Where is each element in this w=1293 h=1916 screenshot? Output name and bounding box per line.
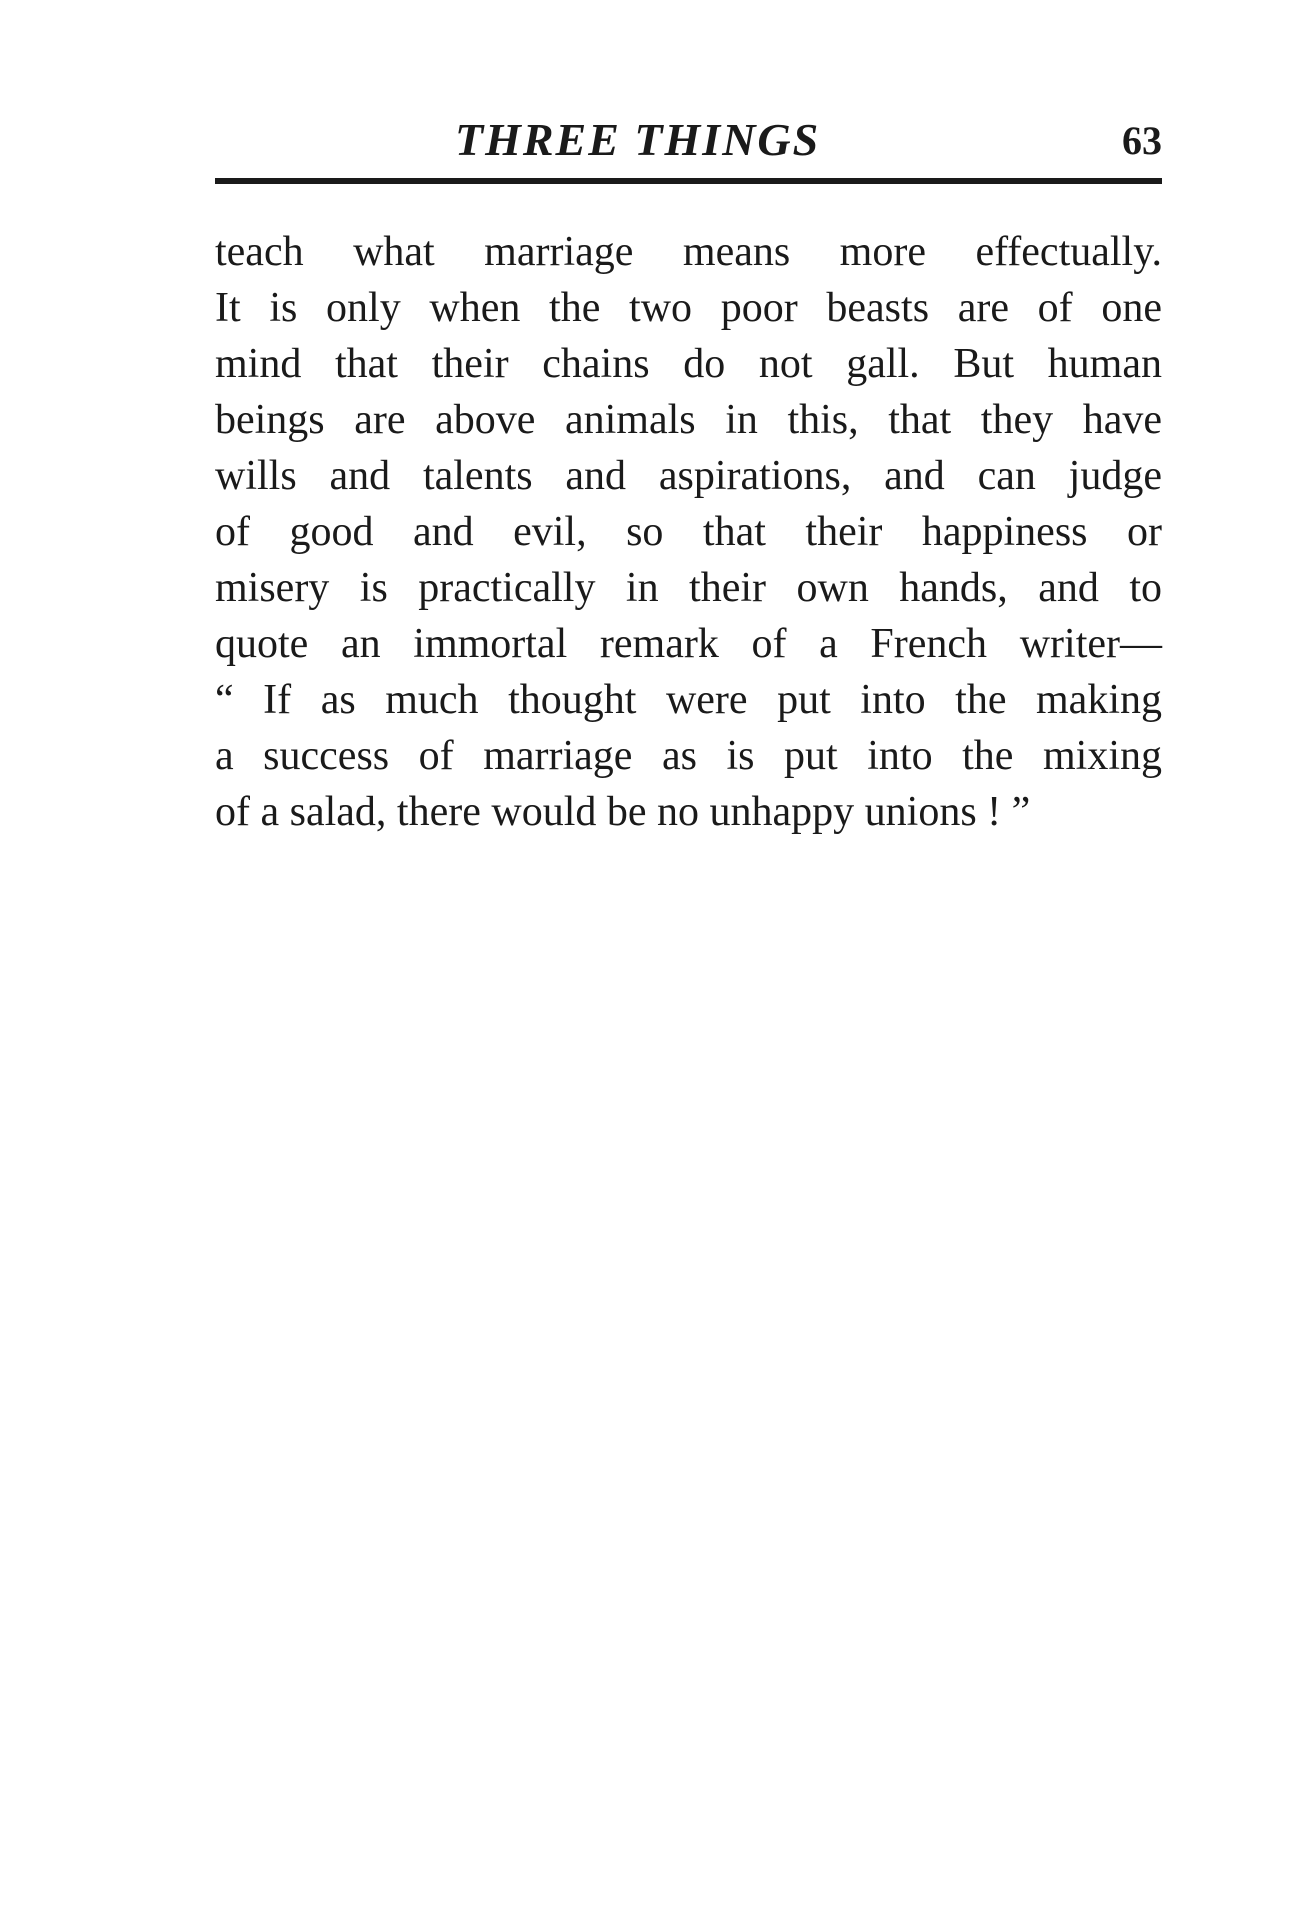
text-line: of a salad, there would be no unhappy unions ! ” [215,789,1031,835]
text-line: It is only when the two poor beasts are of one [215,285,1162,331]
text-line: misery is practically in their own hands, and to [215,565,1162,611]
running-title: THREE THINGS [455,114,821,165]
body-text [215,224,1162,840]
text-line: quote an immortal remark of a French writer— [215,621,1162,667]
text-line: a success of marriage as is put into the mixing [215,733,1162,779]
text-line: wills and talents and aspirations, and can judge [215,453,1162,499]
text-line: “ If as much thought were put into the making [215,677,1162,723]
text-line: of good and evil, so that their happiness or [215,509,1162,555]
page-header [215,112,1162,182]
header-rule [215,178,1162,184]
text-line: beings are above animals in this, that they have [215,397,1162,443]
page-number: 63 [1122,118,1162,163]
text-line: mind that their chains do not gall. But human [215,341,1162,387]
text-line: teach what marriage means more effectually. [215,229,1162,275]
